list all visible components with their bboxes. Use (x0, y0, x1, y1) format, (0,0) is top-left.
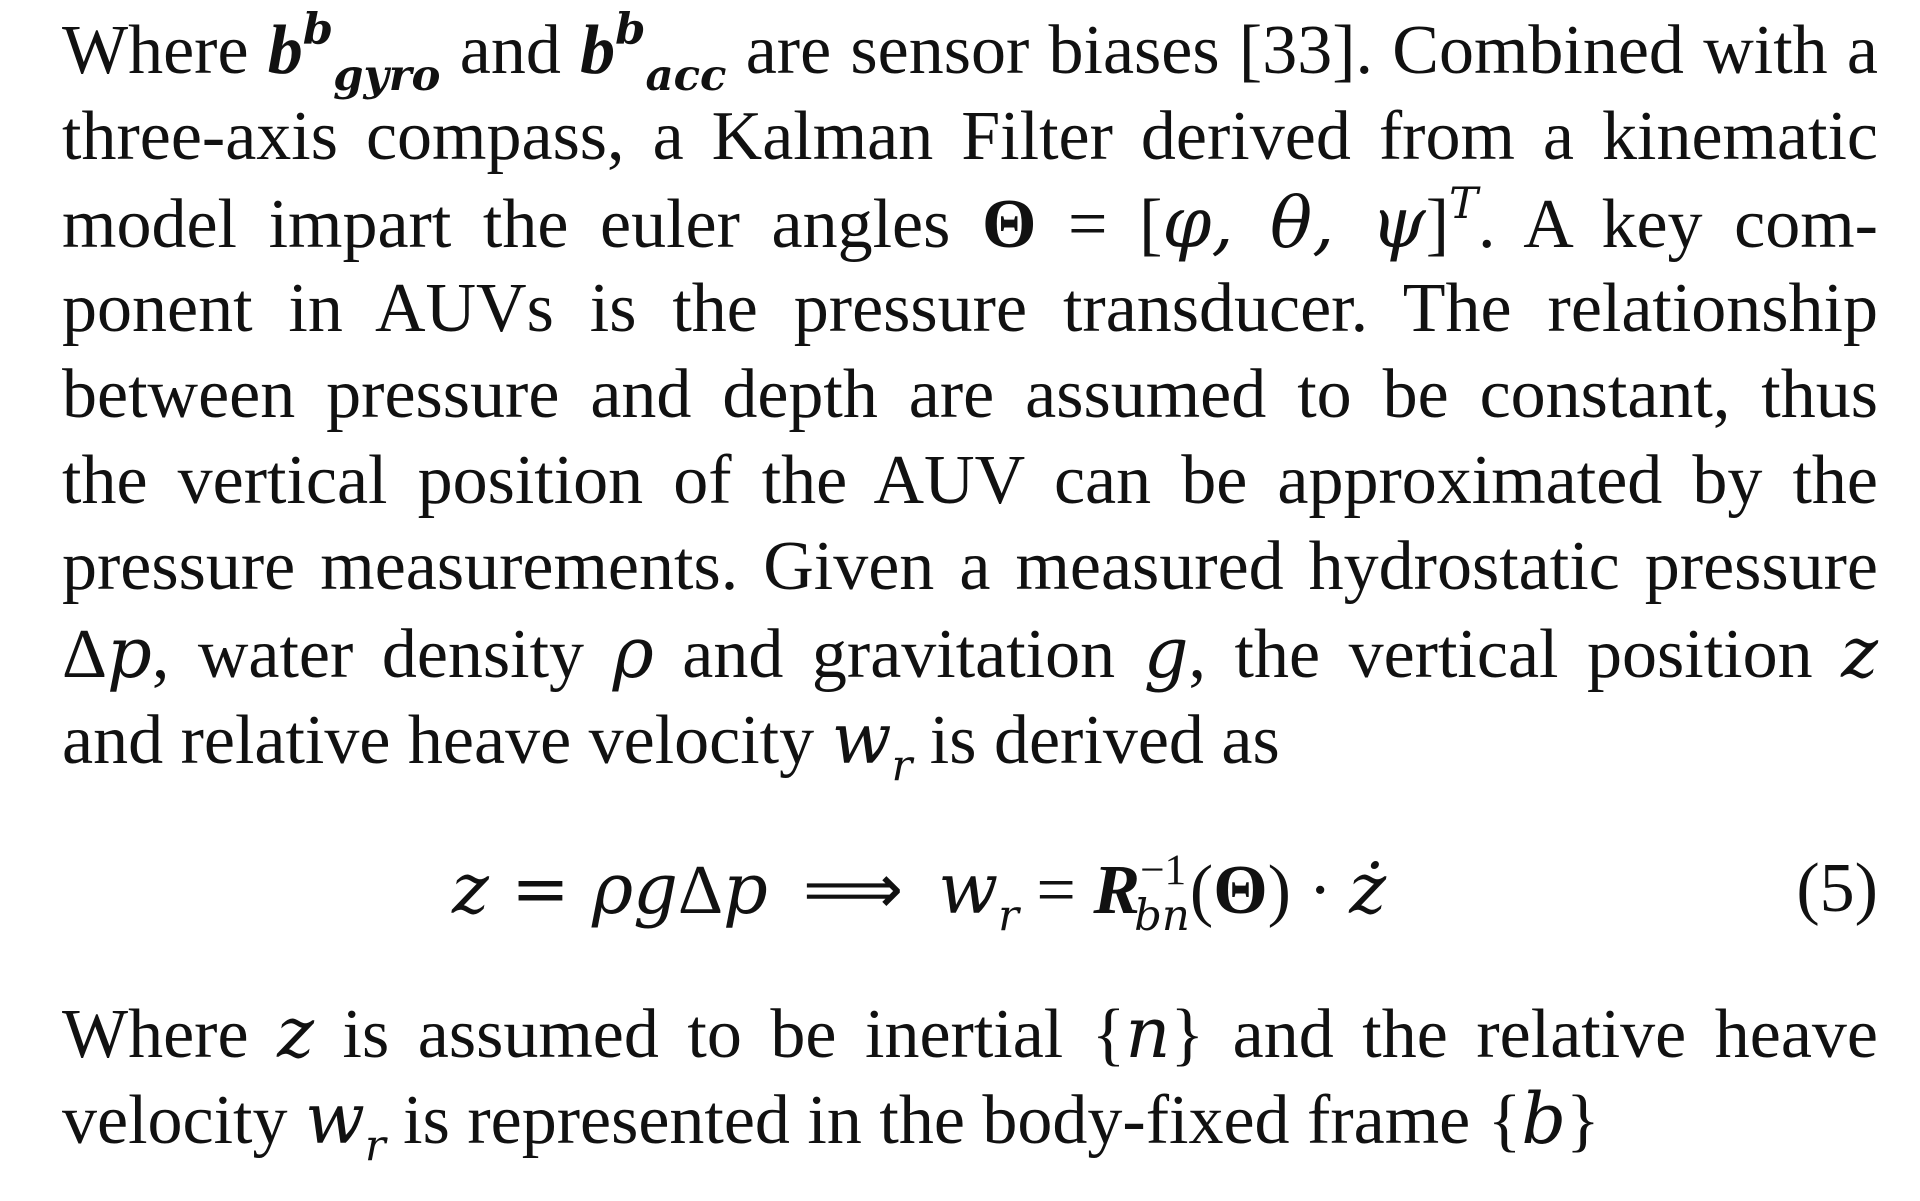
paragraph1-line7: pressure measurements. Given a measured hydrostatic pressure (62, 528, 1878, 605)
symbol-b: b (1521, 1078, 1567, 1160)
delta-symbol: Δ (62, 616, 108, 693)
subscript: r (998, 891, 1019, 942)
symbol-p: p (107, 612, 152, 694)
paragraph2-line2 (62, 1076, 1878, 1172)
symbol-z: z (277, 992, 314, 1074)
superscript: b (302, 4, 334, 56)
subscript: bn (1134, 891, 1190, 942)
symbol-w: w (304, 1078, 365, 1160)
theta-symbol: Θ (1213, 852, 1268, 929)
text-run: and gravitation (653, 616, 1144, 693)
text-run: , the vertical position (1188, 616, 1842, 693)
subscript: acc (645, 50, 727, 102)
gyro-bias-symbol (267, 4, 441, 102)
symbol-b: b (580, 12, 616, 89)
text-run: } and the relative heave (1170, 996, 1878, 1073)
paragraph1-line2: three-axis compass, a Kalman Filter derived from a kinematic (62, 98, 1878, 175)
symbol-n: n (1125, 992, 1171, 1074)
paragraph1-line8 (62, 610, 1878, 698)
paragraph1-line3 (62, 180, 1878, 268)
paragraph1-line6: the vertical position of the AUV can be approximated by the (62, 442, 1878, 519)
symbol-p: p (723, 848, 768, 930)
subscript: r (891, 741, 913, 792)
text-run: and (440, 12, 581, 89)
euler-angles: φ, θ, ψ (1162, 182, 1426, 264)
equation-number: (5) (1796, 850, 1878, 927)
text-run: is represented in the body-fixed frame { (385, 1082, 1522, 1159)
paragraph2-line1 (62, 990, 1878, 1078)
z-dot-symbol: ż (1349, 848, 1387, 930)
paren: ( (1189, 852, 1214, 929)
equation-5 (62, 846, 1878, 942)
equation-body (452, 846, 1387, 942)
text-run: and relative heave velocity (62, 702, 832, 779)
implies-arrow: ⟹ (767, 852, 939, 929)
rotation-matrix-symbol: R (1093, 852, 1141, 929)
subscript: gyro (333, 50, 441, 102)
rho-symbol: ρ (612, 612, 654, 694)
paragraph1-line9 (62, 696, 1878, 792)
text-run: } (1566, 1082, 1600, 1159)
delta-symbol: Δ (678, 852, 724, 929)
symbol-w: w (938, 848, 999, 930)
transpose-superscript: T (1449, 179, 1478, 230)
symbol-b: b (267, 12, 303, 89)
paragraph1-line4: ponent in AUVs is the pressure transducer. The relationship (62, 270, 1878, 347)
text-run: model impart the euler angles (62, 186, 982, 263)
text-run: Where (62, 12, 268, 89)
inverse-superscript: −1 (1140, 846, 1187, 895)
text-run: . A key com- (1477, 186, 1878, 263)
text-run: is derived as (912, 702, 1280, 779)
dot-operator: · (1290, 852, 1350, 929)
text-run: are sensor biases [33]. Combined with a (726, 12, 1878, 89)
symbol-z: z (1841, 612, 1879, 694)
superscript: b (615, 4, 646, 56)
text-run: is assumed to be inertial { (313, 996, 1126, 1073)
text-run: velocity (62, 1082, 305, 1159)
acc-bias-symbol (580, 4, 727, 102)
theta-symbol: Θ (981, 186, 1037, 263)
paragraph1-line1 (62, 4, 1878, 102)
paragraph1-line5: between pressure and depth are assumed to be constant, thus (62, 356, 1878, 433)
paren: ) (1267, 852, 1291, 929)
symbol-w: w (831, 698, 892, 780)
equation-lhs: z = ρg (452, 848, 678, 930)
equals-bracket: = [ (1036, 186, 1163, 263)
subscript: r (364, 1121, 386, 1172)
symbol-g: g (1143, 612, 1189, 694)
equals-sign: = (1018, 852, 1094, 929)
bracket: ] (1425, 186, 1449, 263)
text-run: , water density (151, 616, 613, 693)
text-run: Where (62, 996, 278, 1073)
